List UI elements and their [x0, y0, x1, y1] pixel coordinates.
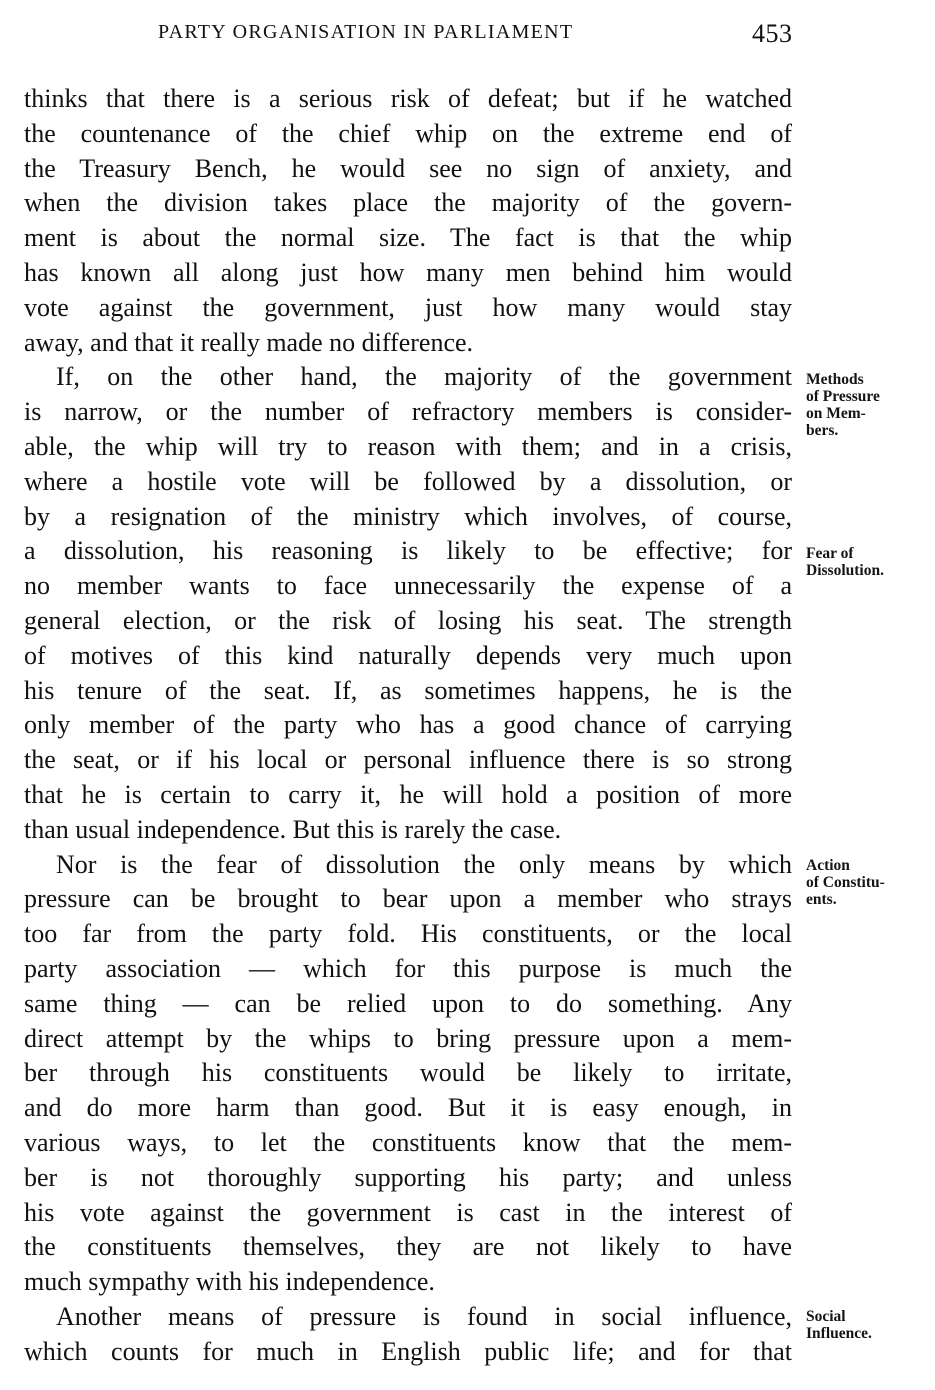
text-line: much sympathy with his independence. — [24, 1267, 435, 1297]
text-line: is narrow, or the number of refractory members is consider- — [24, 397, 792, 427]
text-line: the constituents themselves, they are not likely to have — [24, 1232, 792, 1262]
sidenote-action-of-constituents — [806, 857, 931, 908]
text-line: than usual independence. But this is rarely the case. — [24, 814, 562, 844]
text-line: ber is not thoroughly supporting his party; and unless — [24, 1162, 792, 1192]
text-line: Nor is the fear of dissolution the only means by which — [56, 849, 792, 879]
text-line: no member wants to face unnecessarily the expense of a — [24, 571, 792, 601]
text-line: has known all along just how many men behind him would — [24, 257, 792, 287]
sidenote-line: of Pressure — [806, 388, 880, 405]
sidenote-line: of Constitu- — [806, 874, 885, 891]
sidenote-line: Fear of — [806, 545, 854, 562]
text-line: same thing — can be relied upon to do something. Any — [24, 988, 792, 1018]
sidenote-line: Influence. — [806, 1325, 872, 1342]
text-line: away, and that it really made no difference. — [24, 327, 474, 357]
sidenote-line: ents. — [806, 891, 837, 908]
text-line: where a hostile vote will be followed by a dissolution, or — [24, 466, 792, 496]
text-line: only member of the party who has a good chance of carrying — [24, 710, 792, 740]
sidenote-line: Social — [806, 1308, 846, 1325]
text-line: his tenure of the seat. If, as sometimes happens, he is the — [24, 675, 792, 705]
sidenote-line: on Mem- — [806, 405, 866, 422]
sidenote-line: Dissolution. — [806, 562, 884, 579]
text-line: Another means of pressure is found in social influence, — [56, 1301, 792, 1331]
text-line: thinks that there is a serious risk of defeat; but if he watched — [24, 84, 792, 113]
running-header — [0, 19, 935, 51]
text-line: and do more harm than good. But it is easy enough, in — [24, 1093, 792, 1123]
body-text — [24, 82, 792, 1369]
sidenote-line: Methods — [806, 371, 864, 388]
text-line: of motives of this kind naturally depends very much upon — [24, 640, 792, 670]
text-line: ment is about the normal size. The fact is that the whip — [24, 223, 792, 253]
text-line: when the division takes place the majority of the govern- — [24, 188, 792, 218]
text-line: If, on the other hand, the majority of the government — [56, 362, 792, 392]
text-line: vote against the government, just how many would stay — [24, 292, 792, 322]
text-line: a dissolution, his reasoning is likely to be effective; for — [24, 536, 792, 566]
text-line: by a resignation of the ministry which involves, of course, — [24, 501, 792, 531]
text-line: direct attempt by the whips to bring pressure upon a mem- — [24, 1023, 792, 1053]
text-line: various ways, to let the constituents know that the mem- — [24, 1127, 792, 1157]
sidenote-line: bers. — [806, 422, 839, 439]
text-line: pressure can be brought to bear upon a member who strays — [24, 884, 792, 914]
text-line: too far from the party fold. His constituents, or the local — [24, 919, 792, 949]
text-line: the Treasury Bench, he would see no sign of anxiety, and — [24, 153, 792, 183]
text-line: ber through his constituents would be likely to irritate, — [24, 1058, 792, 1088]
running-title: PARTY ORGANISATION IN PARLIAMENT — [158, 21, 574, 43]
text-line: party association — which for this purpose is much the — [24, 953, 792, 983]
text-line: general election, or the risk of losing his seat. The strength — [24, 605, 792, 635]
text-line: the countenance of the chief whip on the extreme end of — [24, 118, 792, 148]
sidenote-methods-of-pressure — [806, 371, 931, 439]
text-line: able, the whip will try to reason with them; and in a crisis, — [24, 431, 792, 461]
text-line: the seat, or if his local or personal influence there is so strong — [24, 745, 792, 775]
text-line: that he is certain to carry it, he will hold a position of more — [24, 779, 792, 809]
sidenote-social-influence — [806, 1308, 931, 1342]
text-line: which counts for much in English public life; and for that — [24, 1336, 792, 1366]
text-line: his vote against the government is cast in the interest of — [24, 1197, 792, 1227]
sidenote-line: Action — [806, 857, 850, 874]
page-number: 453 — [752, 19, 793, 48]
sidenote-fear-of-dissolution — [806, 545, 931, 579]
